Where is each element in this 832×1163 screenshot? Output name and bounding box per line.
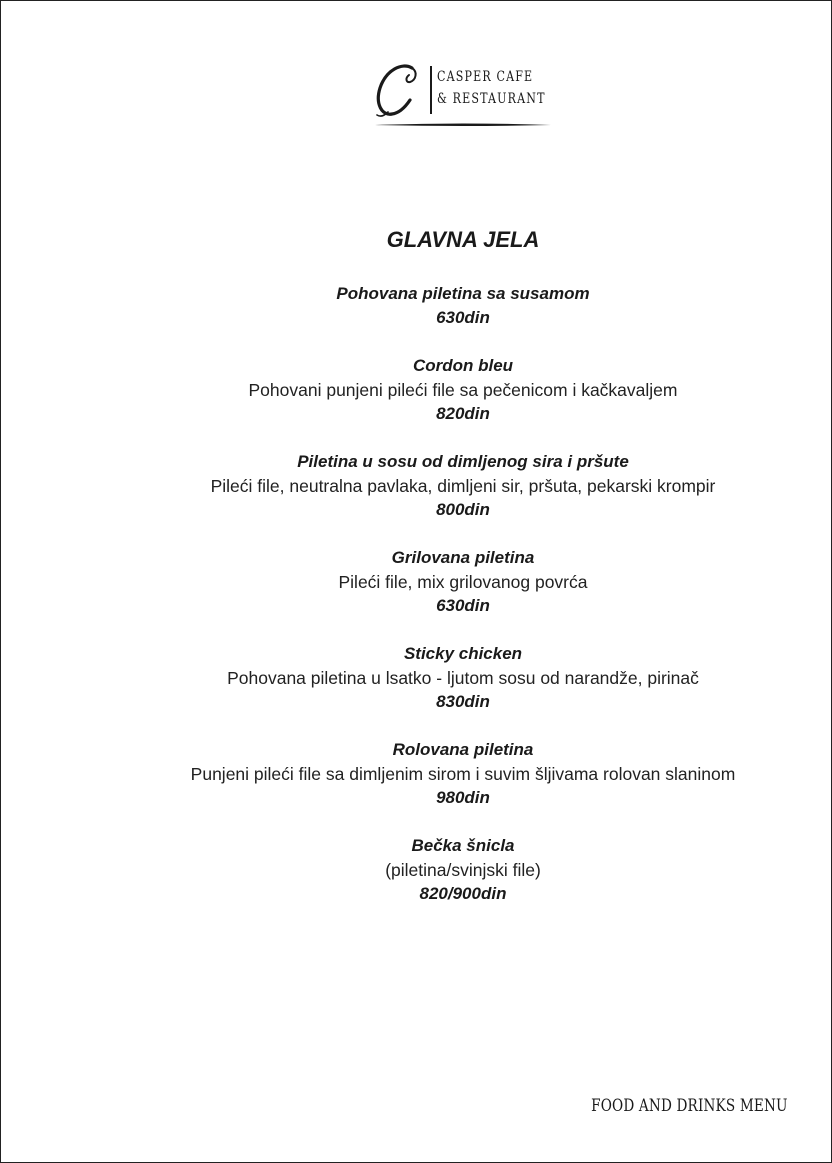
item-price: 820/900din [419, 884, 507, 903]
logo-line-1: CASPER CAFE [437, 69, 534, 85]
item-price: 820din [436, 404, 490, 423]
item-name: Piletina u sosu od dimljenog sira i pršute [297, 452, 629, 471]
item-name: Rolovana piletina [392, 740, 534, 759]
item-price: 630din [436, 596, 490, 615]
item-price: 830din [436, 692, 490, 711]
item-name: Grilovana piletina [391, 548, 535, 567]
menu-item [130, 834, 796, 906]
menu-section [130, 224, 796, 930]
footer-menu-label: FOOD AND DRINKS MENU [591, 1096, 788, 1116]
menu-item [130, 450, 796, 522]
item-description: Pohovani punjeni pileći file sa pečenicom i kačkavaljem [248, 380, 678, 400]
item-description: (piletina/svinjski file) [385, 860, 541, 880]
item-name: Bečka šnicla [411, 836, 515, 855]
item-price: 630din [436, 308, 490, 327]
logo-divider [430, 66, 432, 114]
logo-line-2: & RESTAURANT [437, 91, 546, 107]
item-description: Pileći file, neutralna pavlaka, dimljeni sir, pršuta, pekarski krompir [210, 476, 716, 496]
item-description: Pileći file, mix grilovanog povrća [338, 572, 588, 592]
item-name: Sticky chicken [403, 644, 523, 663]
menu-item [130, 282, 796, 330]
menu-item [130, 642, 796, 714]
restaurant-logo [374, 62, 552, 130]
menu-item [130, 546, 796, 618]
item-price: 800din [436, 500, 490, 519]
item-description: Punjeni pileći file sa dimljenim sirom i suvim šljivama rolovan slaninom [190, 764, 736, 784]
logo-swoosh [374, 120, 552, 130]
menu-item [130, 738, 796, 810]
section-title: GLAVNA JELA [386, 227, 540, 252]
item-name: Pohovana piletina sa susamom [336, 284, 590, 303]
script-c-icon [374, 62, 424, 120]
menu-item [130, 354, 796, 426]
item-price: 980din [436, 788, 490, 807]
item-name: Cordon bleu [412, 356, 514, 375]
item-description: Pohovana piletina u lsatko - ljutom sosu od narandže, pirinač [227, 668, 699, 688]
